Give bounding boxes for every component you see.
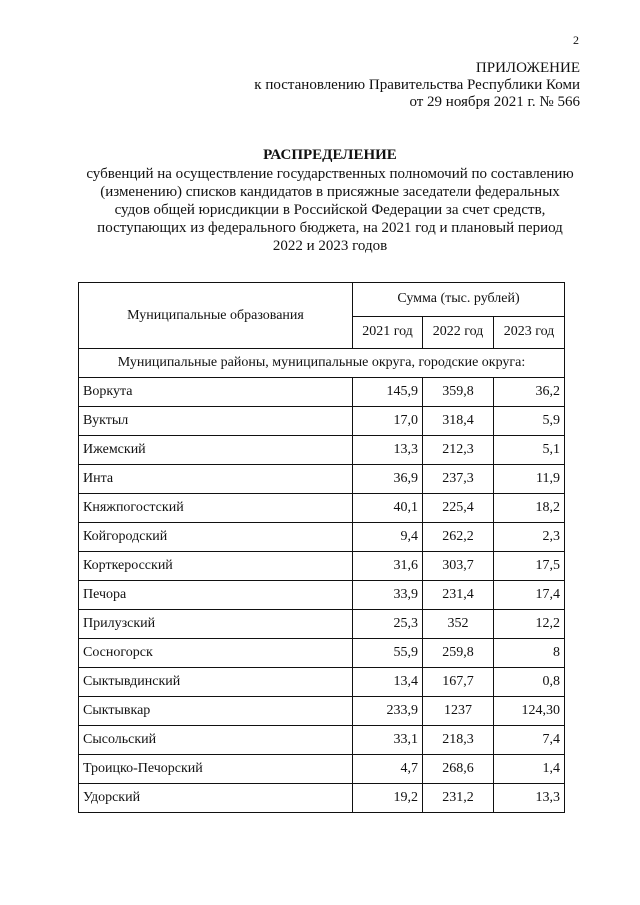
appendix-line-1: к постановлению Правительства Республики Коми	[254, 77, 580, 93]
subtitle-line: (изменению) списков кандидатов в присяжные заседатели федеральных	[100, 184, 560, 200]
value-2023-cell: 7,4	[494, 726, 565, 755]
col-header-year-2023: 2023 год	[494, 316, 565, 348]
appendix-line-2: от 29 ноября 2021 г. № 566	[409, 94, 580, 110]
value-2023-cell: 5,9	[494, 407, 565, 436]
value-2021-cell: 31,6	[353, 552, 423, 581]
table-row	[79, 465, 565, 494]
municipality-cell: Княжпогостский	[79, 494, 353, 523]
municipality-cell: Троицко-Печорский	[79, 755, 353, 784]
table-row	[79, 494, 565, 523]
value-2022-cell: 225,4	[423, 494, 494, 523]
table-row	[79, 436, 565, 465]
value-2021-cell: 145,9	[353, 378, 423, 407]
municipality-cell: Прилузский	[79, 610, 353, 639]
value-2022-cell: 1237	[423, 697, 494, 726]
table-row	[79, 668, 565, 697]
value-2023-cell: 5,1	[494, 436, 565, 465]
value-2022-cell: 212,3	[423, 436, 494, 465]
distribution-table	[78, 282, 565, 813]
subtitle-line: субвенций на осуществление государственных полномочий по составлению	[86, 166, 574, 182]
value-2023-cell: 17,5	[494, 552, 565, 581]
appendix-block	[254, 60, 580, 111]
municipality-cell: Удорский	[79, 784, 353, 813]
value-2022-cell: 303,7	[423, 552, 494, 581]
value-2021-cell: 33,9	[353, 581, 423, 610]
table-row	[79, 784, 565, 813]
table-row	[79, 581, 565, 610]
col-header-year-2022: 2022 год	[423, 316, 494, 348]
subtitle-line: 2022 и 2023 годов	[272, 238, 388, 254]
value-2023-cell: 13,3	[494, 784, 565, 813]
col-header-sum: Сумма (тыс. рублей)	[353, 283, 565, 317]
value-2021-cell: 9,4	[353, 523, 423, 552]
value-2022-cell: 231,2	[423, 784, 494, 813]
table-row	[79, 726, 565, 755]
value-2022-cell: 231,4	[423, 581, 494, 610]
value-2023-cell: 0,8	[494, 668, 565, 697]
municipality-cell: Печора	[79, 581, 353, 610]
page-number: 2	[573, 33, 579, 47]
municipality-cell: Сосногорск	[79, 639, 353, 668]
table-row	[79, 407, 565, 436]
table-row	[79, 697, 565, 726]
value-2022-cell: 259,8	[423, 639, 494, 668]
value-2021-cell: 55,9	[353, 639, 423, 668]
table-row	[79, 552, 565, 581]
table-row	[79, 378, 565, 407]
value-2023-cell: 36,2	[494, 378, 565, 407]
table-row	[79, 755, 565, 784]
value-2021-cell: 13,4	[353, 668, 423, 697]
document-subtitle	[60, 165, 600, 255]
table-row	[79, 639, 565, 668]
table-row	[79, 610, 565, 639]
table-body	[79, 378, 565, 813]
municipality-cell: Койгородский	[79, 523, 353, 552]
value-2022-cell: 237,3	[423, 465, 494, 494]
municipality-cell: Воркута	[79, 378, 353, 407]
municipality-cell: Сыктывкар	[79, 697, 353, 726]
value-2021-cell: 19,2	[353, 784, 423, 813]
subtitle-line: поступающих из федерального бюджета, на 2021 год и плановый период	[97, 220, 563, 236]
appendix-title: ПРИЛОЖЕНИЕ	[475, 60, 580, 76]
value-2021-cell: 33,1	[353, 726, 423, 755]
subtitle-line: судов общей юрисдикции в Российской Федерации за счет средств,	[114, 202, 546, 218]
value-2021-cell: 40,1	[353, 494, 423, 523]
municipality-cell: Ижемский	[79, 436, 353, 465]
value-2022-cell: 218,3	[423, 726, 494, 755]
document-heading: РАСПРЕДЕЛЕНИЕ	[263, 147, 397, 163]
value-2022-cell: 318,4	[423, 407, 494, 436]
col-header-year-2021: 2021 год	[353, 316, 423, 348]
value-2022-cell: 268,6	[423, 755, 494, 784]
municipality-cell: Сысольский	[79, 726, 353, 755]
value-2022-cell: 359,8	[423, 378, 494, 407]
value-2021-cell: 233,9	[353, 697, 423, 726]
value-2023-cell: 12,2	[494, 610, 565, 639]
value-2022-cell: 262,2	[423, 523, 494, 552]
municipality-cell: Инта	[79, 465, 353, 494]
value-2023-cell: 18,2	[494, 494, 565, 523]
value-2022-cell: 352	[423, 610, 494, 639]
municipality-cell: Вуктыл	[79, 407, 353, 436]
table-row	[79, 523, 565, 552]
municipality-cell: Корткеросский	[79, 552, 353, 581]
value-2022-cell: 167,7	[423, 668, 494, 697]
value-2023-cell: 2,3	[494, 523, 565, 552]
value-2023-cell: 8	[494, 639, 565, 668]
value-2023-cell: 124,30	[494, 697, 565, 726]
value-2021-cell: 4,7	[353, 755, 423, 784]
value-2021-cell: 17,0	[353, 407, 423, 436]
section-label: Муниципальные районы, муниципальные округа, городские округа:	[79, 349, 565, 378]
value-2023-cell: 11,9	[494, 465, 565, 494]
municipality-cell: Сыктывдинский	[79, 668, 353, 697]
value-2023-cell: 17,4	[494, 581, 565, 610]
value-2023-cell: 1,4	[494, 755, 565, 784]
value-2021-cell: 25,3	[353, 610, 423, 639]
value-2021-cell: 13,3	[353, 436, 423, 465]
value-2021-cell: 36,9	[353, 465, 423, 494]
col-header-municipality: Муниципальные образования	[79, 283, 353, 349]
